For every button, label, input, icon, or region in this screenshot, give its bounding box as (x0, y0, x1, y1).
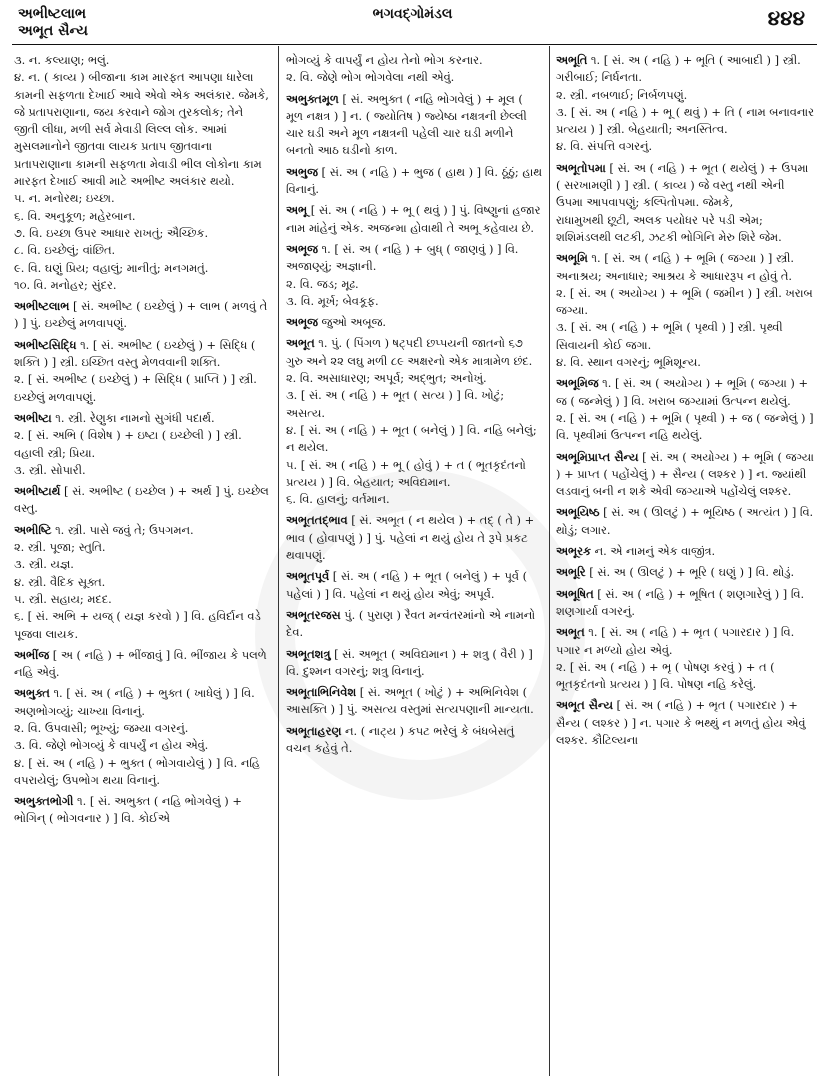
entry-headword: અભૂમિ (556, 251, 588, 266)
dictionary-entry (14, 483, 270, 518)
entry-definition: ૧. સ્ત્રી. પાસે જવું તે; ઉપગમન. ૨. સ્ત્રી. પૂજા; સ્તુતિ. ૩. સ્ત્રી. યજ્ઞ. ૪. સ્ત્રી. વૈદિક સૂક્ત. ૫. સ્ત્રી. સહાય; મદદ. ૬. [ સં. અભિ + યજ્ ( યજ્ઞ કરવો ) ] વિ. હવિર્દાન વડે પૂજવા લાયક. (14, 522, 261, 641)
dictionary-entry (286, 91, 542, 160)
dictionary-entry (286, 314, 542, 331)
dictionary-entry (556, 160, 814, 246)
entry-headword: અભૂજ (286, 315, 318, 330)
entry-headword: અભૂમિપ્રાપ્ત સૈન્ય (556, 449, 639, 464)
dictionary-entry (556, 697, 814, 749)
entry-headword: અભૂમિજ (556, 376, 599, 391)
dictionary-entry (556, 543, 814, 560)
dictionary-entry (286, 723, 542, 758)
entry-definition: ૧. [ સં. અ ( નહિ ) + ભૂતિ ( આબાદી ) ] સ્ત્રી. ગરીબાઈ; નિર્ધનતા. ૨. સ્ત્રી. નબળાઈ; નિર્બળપણું. ૩. [ સં. અ ( નહિ ) + ભૂ ( થવું ) + તિ ( નામ બનાવનાર પ્રત્યય ) ] સ્ત્રી. બેહયાતી; અનસ્તિત્વ. ૪. વિ. સંપત્તિ વગરનું. (556, 53, 814, 154)
column-divider (549, 46, 550, 1076)
entry-headword: અભૂત (556, 625, 585, 640)
guide-word-last: અભૂત સૈન્ય (18, 23, 88, 39)
entry-headword: અભૂરિ (556, 565, 586, 580)
entry-headword: અભૂજ (286, 241, 318, 256)
header-rule (12, 44, 817, 45)
entry-definition: ૧. [ સં. અભુક્ત ( નહિ ભોગવેલું ) + ભોગિન્ ( ભોગવનાર ) ] વિ. કોઈએ (14, 794, 242, 826)
entry-definition: [ સં. અભુક્ત ( નહિ ભોગવેલું ) + મૂલ ( મૂળ નક્ષત્ર ) ] ન. ( જ્યોતિષ ) જ્યેષ્ઠા નક્ષત્રની છેલ્લી ચાર ઘડી અને મૂળ નક્ષત્રની પહેલી ચાર ઘડી મળીને બનતો આઠ ઘડીનો કાળ. (286, 91, 527, 158)
dictionary-entry (14, 298, 270, 333)
dictionary-entry (14, 410, 270, 479)
entry-definition: [ સં. અભૂત ( અવિદ્યમાન ) + શત્રુ ( વૈરી ) ] વિ. દુશ્મન વગરનું; શત્રુ વિનાનું. (286, 646, 533, 678)
dictionary-column-1 (14, 52, 270, 1078)
entry-definition: [ સં. અ ( ઊલટું ) + ભૂરિ ( ઘણું ) ] વિ. થોડું. (585, 565, 795, 580)
entry-headword: અભૂતાભિનિવેશ (286, 685, 357, 700)
dictionary-entry (286, 512, 542, 564)
entry-headword: અભૂતરજસ (286, 607, 341, 622)
entry-definition: ૧. [ સં. અ ( અયોગ્ય ) + ભૂમિ ( જગ્યા ) + જ ( જન્મેલું ) ] વિ. ખરાબ જગ્યામાં ઉત્પન્ન થયેલું. ૨. [ સં. અ ( નહિ ) + ભૂમિ ( પૃથ્વી ) + જ ( જન્મેલું ) ] વિ. પૃથ્વીમાં ઉત્પન્ન નહિ થયેલું. (556, 376, 814, 443)
dictionary-column-3 (556, 52, 814, 1078)
entry-headword: અભુક્તભોગી (14, 794, 74, 809)
dictionary-entry (286, 607, 542, 642)
guide-word-first: અભીષ્ટલાભ (18, 6, 87, 22)
entry-headword: અભૂતપૂર્વ (286, 569, 330, 584)
entry-headword: અભીષ્ટસિદ્ધિ (14, 337, 77, 352)
entry-headword: અભીષ્ટા (14, 410, 52, 425)
entry-definition: [ સં. અભૂત ( ન થયેલ ) + તદ્ ( તે ) + ભાવ ( હોવાપણું ) ] પું. પહેલાં ન થયું હોય તે રૂપે પ્રકટ થવાપણું. (286, 513, 535, 563)
entry-definition: ૧. સ્ત્રી. રેણુકા નામનો સુગંધી પદાર્થ. ૨. [ સં. અભિ ( વિશેષ ) + ઇષ્ટા ( ઇચ્છેલી ) ] સ્ત્રી. વહાલી સ્ત્રી; પ્રિયા. ૩. સ્ત્રી. સોપારી. (14, 410, 242, 477)
entry-definition: જુઓ અબૂજ. (317, 315, 386, 330)
dictionary-entry (14, 793, 270, 828)
dictionary-entry (286, 646, 542, 681)
page-number: ૪૪૪ (767, 6, 805, 30)
entry-definition: ૧. [ સં. અ ( નહિ ) + ભુક્ત ( ખાધેલું ) ] વિ. અણભોગવ્યું; ચાખ્યા વિનાનું. ૨. વિ. ઉપવાસી; ભૂખ્યું; જમ્યા વગરનું. ૩. વિ. જેણે ભોગવ્યું કે વાપર્યું ન હોય એવું. ૪. [ સં. અ ( નહિ ) + ભુક્ત ( ભોગવાયેલું ) ] વિ. નહિ વપરાયેલું; ઉપભોગ થયા વિનાનું. (14, 686, 260, 787)
entry-definition: ન. એ નામનું એક વાજીંત્ર. (591, 544, 716, 559)
entry-definition: [ સં. અ ( નહિ ) + ભૂષિત ( શણગારેલું ) ] વિ. શણગાર્યા વગરનું. (556, 586, 805, 618)
dictionary-column-2 (286, 52, 542, 1078)
dictionary-entry (286, 52, 542, 87)
entry-headword: અભૂતિ (556, 53, 588, 67)
dictionary-entry (556, 449, 814, 501)
entry-definition: [ સં. અભૂત ( ખોટું ) + અભિનિવેશ ( આસક્તિ ) ] પું. અસત્ય વસ્તુમાં સત્યપણાની માન્યતા. (286, 685, 534, 717)
entry-headword: અભીંજ (14, 647, 50, 662)
dictionary-entry (556, 375, 814, 444)
dictionary-entry (14, 647, 270, 682)
dictionary-entry (556, 624, 814, 693)
column-divider (278, 46, 279, 1076)
entry-headword: અભૂષિત (556, 586, 594, 601)
entry-definition: ભોગવ્યું કે વાપર્યું ન હોય તેનો ભોગ કરનાર. ૨. વિ. જેણે ભોગ ભોગવેલા નથી એવું. (286, 53, 483, 85)
entry-headword: અભૂતતદ્ભાવ (286, 513, 348, 528)
entry-headword: અભીષ્ટિ (14, 522, 52, 537)
entry-definition: [ સં. અ ( નહિ ) + ભૃત ( પગારદાર ) + સૈન્ય ( લશ્કર ) ] ન. પગાર કે ભથ્થું ન મળતું હોય એવું લશ્કર. કૌટિલ્યના (556, 698, 806, 747)
entry-headword: અભૂતોપમા (556, 160, 606, 175)
dictionary-entry (14, 685, 270, 789)
dictionary-entry (14, 52, 270, 294)
entry-definition: ૧. [ સં. અ ( નહિ ) + બુધ્ ( જાણવું ) ] વિ. અજાણ્યું; અજ્ઞાની. ૨. વિ. જડ; મૂઢ. ૩. વિ. મૂર્ખ; બેવકૂફ. (286, 241, 519, 308)
dictionary-entry (286, 568, 542, 603)
page-header (0, 4, 825, 44)
entry-definition: ૧. પું. ( પિંગળ ) ષટ્પદી છપ્પયની જાતનો ૬૭ ગુરુ અને ૨૨ લઘુ મળી ૮૯ અક્ષરનો એક માત્રામેળ છંદ. ૨. વિ. અસાધારણ; અપૂર્વ; અદ્ભુત; અનોખું. ૩. [ સં. અ ( નહિ ) + ભૂત ( સત્ય ) ] વિ. ખોટું; અસત્ય. ૪. [ સં. અ ( નહિ ) + ભૂત ( બનેલું ) ] વિ. નહિ બનેલું; ન થયેલ. ૫. [ સં. અ ( નહિ ) + ભૂ ( હોવું ) + ત ( ભૂતકૃદંતનો પ્રત્યય ) ] વિ. બેહયાત; અવિદ્યમાન. ૬. વિ. હાલનું; વર્તમાન. (286, 336, 537, 507)
entry-definition: ૩. ન. કલ્યાણ; ભલું. ૪. ન. ( કાવ્ય ) બીજાના કામ મારફત આપણા ધારેલા કામની સફળતા દેખાઈ આવે એવો એક અલંકાર. જેમકે, જે પ્રતાપરાણાના, જય કરવાને જોગ તુરકલોક; તેને જીતી લીધા, મળી સર્વ મેવાડી લિલ્લ લોક. આમાં મુસલમાનોને જીતવા લાયક પ્રતાપ જીતવાના પ્રતાપરાણાના કામની સફળતા મેવાડી ભીલ લોકોના કામ મારફત દેખાઈ આવી માટે અભીષ્ટ અલંકાર થયો. ૫. ન. મનોરથ; ઇચ્છા. ૬. વિ. અનુકૂળ; મહેરબાન. ૭. વિ. ઇચ્છા ઉપર આધાર રાખતું; ઐચ્છિક. ૮. વિ. ઇચ્છેલું; વાંછિત. ૯. વિ. ઘણું પ્રિય; વહાલું; માનીતું; મનગમતું. ૧૦. વિ. મનોહર; સુંદર. (14, 53, 269, 292)
entry-definition: [ સં. અ ( નહિ ) + ભૂ ( થવું ) ] પું. વિષ્ણુનાં હજાર નામ માંહેનું એક. અજન્મા હોવાથી તે અભૂ કહેવાય છે. (286, 203, 541, 235)
entry-definition: [ અ ( નહિ ) + ભીંજાવું ] વિ. ભીંજાય કે પલળે નહિ એવું. (14, 647, 267, 680)
running-title: ભગવદ્ગોમંડલ (372, 6, 453, 22)
entry-definition: [ સં. અભીષ્ટ ( ઇચ્છેલું ) + લાભ ( મળવું તે ) ] પું. ઇચ્છેલું મળવાપણું. (14, 299, 268, 331)
dictionary-entry (14, 522, 270, 643)
dictionary-entry (14, 337, 270, 406)
dictionary-entry (286, 684, 542, 719)
entry-definition: [ સં. અ ( ઊલટું ) + ભૂયિષ્ઠ ( અત્યંત ) ] વિ. થોડું; લગાર. (556, 505, 814, 537)
dictionary-entry (286, 164, 542, 199)
entry-headword: અભૂયિષ્ઠ (556, 505, 600, 520)
dictionary-entry (556, 52, 814, 156)
entry-headword: અભીષ્ટલાભ (14, 299, 70, 314)
entry-definition: ૧. [ સં. અ ( નહિ ) + ભૃત ( પગારદાર ) ] વિ. પગાર ન મળ્યો હોય એવું. ૨. [ સં. અ ( નહિ ) + ભૃ ( પોષણ કરવું ) + ત ( ભૂતકૃદંતનો પ્રત્યય ) ] વિ. પોષણ નહિ કરેલું. (556, 625, 795, 692)
entry-headword: અભૂત સૈન્ય (556, 698, 613, 713)
entry-definition: ન. ( નાટ્ય ) કપટ ભરેલું કે બંધબેસતું વચન કહેવું તે. (286, 723, 515, 755)
entry-definition: ૧. [ સં. અ ( નહિ ) + ભૂમિ ( જગ્યા ) ] સ્ત્રી. અનાશ્રય; અનાધાર; આશ્રય કે આધારરૂપ ન હોવું તે. ૨. [ સં. અ ( અયોગ્ય ) + ભૂમિ ( જમીન ) ] સ્ત્રી. ખરાબ જગ્યા. ૩. [ સં. અ ( નહિ ) + ભૂમિ ( પૃથ્વી ) ] સ્ત્રી. પૃથ્વી સિવાયની કોઈ જગા. ૪. વિ. સ્થાન વગરનું; ભૂમિશૂન્ય. (556, 251, 813, 370)
entry-definition: [ સં. અ ( નહિ ) + ભુજ ( હાથ ) ] વિ. ઠૂંઠું; હાથ વિનાનું. (286, 164, 542, 197)
entry-definition: [ સં. અ ( અયોગ્ય ) + ભૂમિ ( જગ્યા ) + પ્રાપ્ત ( પહોંચેલું ) + સૈન્ય ( લશ્કર ) ] ન. જ્યાંથી લડવાનું બની ન શકે એવી જગ્યાએ પહોંચેલું લશ્કર. (556, 449, 814, 499)
dictionary-entry (556, 564, 814, 581)
entry-definition: [ સં. અ ( નહિ ) + ભૂત ( થયેલું ) + ઉપમા ( સરખામણી ) ] સ્ત્રી. ( કાવ્ય ) જે વસ્તુ નથી એની ઉપમા આપવાપણું; કલ્પિતોપમા. જેમકે, રાધામુખથી છૂટી, અલક પયોધર પરે પડી એમ; શશિમંડલથી લટકી, ઝટકી ભોગિનિ મેરુ શિરે જેમ. (556, 160, 809, 244)
dictionary-entry (556, 250, 814, 371)
entry-headword: અભૂ (286, 203, 308, 218)
entry-definition: ૧. [ સં. અભીષ્ટ ( ઇચ્છેલું ) + સિદ્ધિ ( શક્તિ ) ] સ્ત્રી. ઇચ્છિત વસ્તુ મેળવવાની શક્તિ. ૨. [ સં. અભીષ્ટ ( ઇચ્છેલું ) + સિદ્ધિ ( પ્રાપ્તિ ) ] સ્ત્રી. ઇચ્છેલું મળવાપણું. (14, 337, 257, 404)
entry-headword: અભુક્તમૂળ (286, 91, 339, 106)
entry-definition: પું. ( પુરાણ ) રૈવત મન્વંતરમાંનો એ નામનો દેવ. (286, 607, 536, 640)
dictionary-entry (286, 241, 542, 310)
dictionary-entry (286, 202, 542, 237)
entry-headword: અભુક્ત (14, 686, 50, 701)
dictionary-entry (556, 586, 814, 621)
entry-headword: અભુજ (286, 164, 318, 179)
entry-definition: [ સં. અભીષ્ટ ( ઇચ્છેલ ) + અર્થ ] પું. ઇચ્છેલ વસ્તુ. (14, 484, 269, 516)
entry-headword: અભીષ્ટાર્થ (14, 484, 61, 499)
entry-headword: અભૂતશત્રુ (286, 646, 331, 661)
dictionary-entry (556, 504, 814, 539)
entry-definition: [ સં. અ ( નહિ ) + ભૂત ( બનેલું ) + પૂર્વ ( પહેલાં ) ] વિ. પહેલાં ન થયું હોય એવું; અપૂર્વ. (286, 569, 528, 601)
entry-headword: અભૂરક (556, 544, 592, 559)
entry-headword: અભૂતાહરણ (286, 723, 342, 738)
entry-headword: અભૂત (286, 336, 315, 351)
dictionary-entry (286, 335, 542, 508)
